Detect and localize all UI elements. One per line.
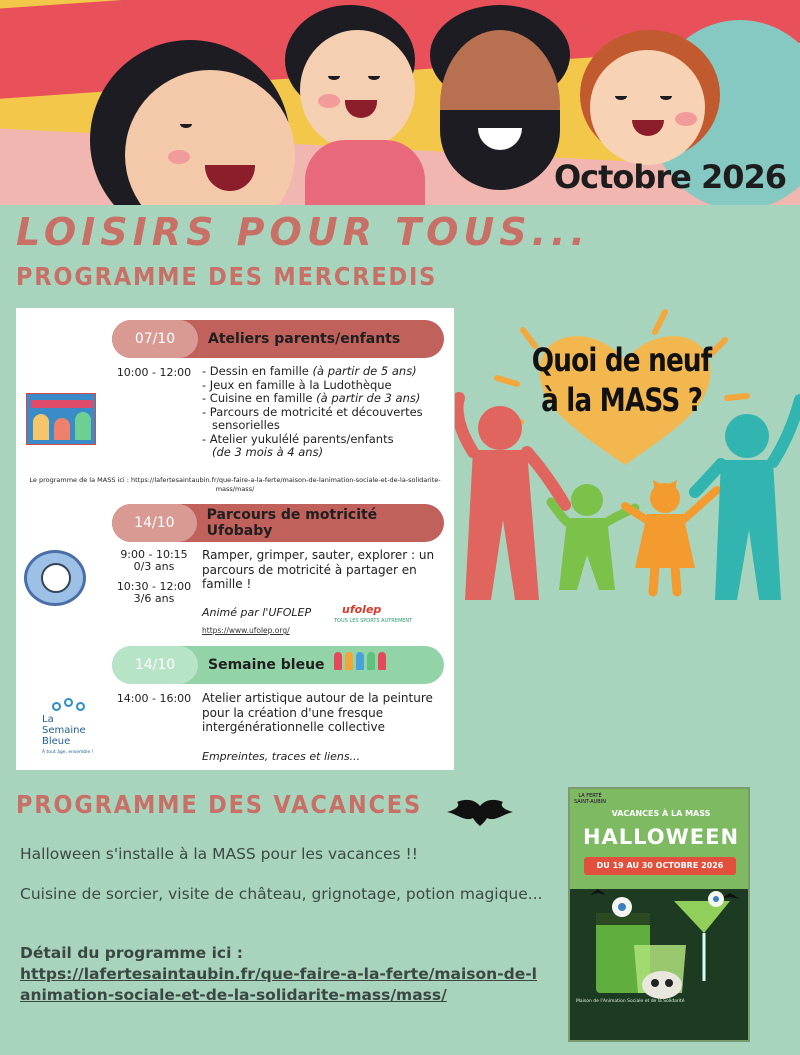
mass-program-link[interactable]: Le programme de la MASS ici : https://lafertesaintaubin.fr/que-faire-a-la-ferte/maison-de-lanimation-sociale-et-de-la-solidarite-mass/mass/: [29, 476, 441, 493]
adult-left-body: [465, 450, 539, 600]
semaine-bleue-icons: [334, 652, 386, 670]
ufolep-link[interactable]: https://www.ufolep.org/: [202, 626, 290, 635]
vacances-line-2: Cuisine de sorcier, visite de château, grignotage, potion magique...: [20, 885, 543, 903]
child-green-body: [559, 518, 615, 590]
event1-pill: [112, 320, 444, 358]
child-orange-legs: [653, 566, 677, 592]
poster-potion-illustration: [570, 885, 750, 1001]
hero-banner: [0, 0, 800, 205]
adult-left-arm: [458, 398, 473, 452]
girl2-eye-right: [660, 92, 672, 100]
girl2-cheek: [675, 112, 697, 126]
poster-logo: LA FERTÉ SAINT-AUBIN: [574, 793, 606, 805]
event3-pill: [112, 646, 444, 684]
adult-left-arm2: [527, 452, 565, 505]
illustration-headline: Quoi de neuf à la MASS ?: [531, 341, 712, 419]
poster-dates: DU 19 AU 30 OCTOBRE 2026: [584, 857, 736, 875]
vacances-line-1: Halloween s'installe à la MASS pour les vacances !!: [20, 845, 418, 863]
event3-title: Semaine bleue: [208, 657, 325, 673]
ufolep-logo: ufolep: [342, 603, 382, 616]
event1-time: 10:00 - 12:00: [116, 366, 192, 379]
event2-description: Ramper, grimper, sauter, explorer : un parcours de motricité à partager en famille !: [202, 548, 435, 591]
girl-cheek: [318, 94, 340, 108]
event3-date: 14/10: [112, 646, 198, 684]
girl2-eye-left: [615, 92, 627, 100]
vacances-detail-link[interactable]: https://lafertesaintaubin.fr/que-faire-a-la-ferte/maison-de-lanimation-sociale-et-de-la-solidarite-mass/mass/: [20, 965, 537, 1004]
adult-right-head: [725, 414, 769, 458]
program-card: 07/10 Ateliers parents/enfants 10:00 - 12:00 - Dessin en famille (à partir de 5 ans) - Jeux en famille à la Ludothèque - Cuisine en famille (à partir de 3 ans) - Parcours de motricité et découvertes sensorielles - Atelier yukulélé parents/enfants (de 3 mois à 4 ans) Le programme de la MASS ici : https://lafertesaintaubin.fr/que-faire-a-la-ferte/maison-de-lanimation-sociale-et-de-la-solidarite-mass/mass/ 14/10 Parcours de motricité Ufobaby 9:00 - 10:15 0/3 ans 10:30 - 12:00 3/6 ans Ramper, grimper, sauter, explorer : un parcours de motricité à partager en famille ! Animé par l'UFOLEP ufolep TOUS LES SPORTS AUTREMENT https://www.ufolep.org/ 14/10 Semaine bleue 14:00 - 16:00 Atelier artistique autour de la peinture pour la création d'une fresque intergénérationnelle collective Empreintes, traces et liens... La Semaine Bleue À tout âge, ensemble !: [16, 308, 454, 770]
tunnel-illustration: [24, 550, 86, 606]
event3-description: Atelier artistique autour de la peinture pour la création d'une fresque intergénérationnelle collective: [202, 691, 433, 734]
adult-right-arm: [773, 400, 800, 462]
event2-date: 14/10: [112, 504, 197, 542]
girl-shirt: [305, 140, 425, 205]
poster-subtitle: VACANCES À LA MASS: [611, 809, 711, 818]
event2-pill: [112, 504, 444, 542]
girl-eye-right: [368, 72, 380, 80]
child-green-head: [571, 484, 603, 516]
halloween-poster: [568, 787, 750, 1042]
poster-footer: Maison de l'Animation Sociale et de la Solidarité: [576, 999, 685, 1004]
section-title-vacances: PROGRAMME DES VACANCES: [16, 790, 422, 819]
parentalite-thumbnail: [26, 393, 96, 445]
girl-face: [300, 30, 415, 150]
hero-date-label: Octobre 2026: [553, 158, 786, 196]
event1-description: - Dessin en famille (à partir de 5 ans) - Jeux en famille à la Ludothèque - Cuisine en famille (à partir de 3 ans) - Parcours de motricité et découvertes sensorielles - Atelier yukulélé parents/enfants (de 3 mois à 4 ans): [202, 364, 423, 459]
adult-right-body: [715, 460, 781, 600]
event2-time-2: 10:30 - 12:00 3/6 ans: [116, 580, 192, 605]
mother-eye: [180, 120, 192, 128]
vacances-detail: Détail du programme ici : https://lafertesaintaubin.fr/que-faire-a-la-ferte/maison-de-lanimation-sociale-et-de-la-solidarite-mass/mass/: [20, 943, 540, 1006]
girl2-face: [590, 50, 705, 165]
skull-icon: [642, 971, 682, 999]
event1-title: Ateliers parents/enfants: [208, 331, 401, 347]
event2-time-1: 9:00 - 10:15 0/3 ans: [120, 548, 188, 573]
event2-title: Parcours de motricité Ufobaby: [206, 507, 378, 539]
girl-eye-left: [328, 72, 340, 80]
bat-icon: [445, 796, 515, 826]
section-title-mercredis: PROGRAMME DES MERCREDIS: [16, 262, 438, 291]
event1-date: 07/10: [112, 320, 198, 358]
event3-tagline: Empreintes, traces et liens...: [202, 750, 361, 763]
event2-animated-by: Animé par l'UFOLEP: [202, 606, 312, 619]
mother-cheek: [168, 150, 190, 164]
page-title: LOISIRS POUR TOUS...: [16, 210, 590, 254]
poster-title: HALLOWEEN: [582, 825, 740, 849]
ufolep-logo-tagline: TOUS LES SPORTS AUTREMENT: [334, 618, 413, 624]
event3-time: 14:00 - 16:00: [116, 692, 192, 705]
